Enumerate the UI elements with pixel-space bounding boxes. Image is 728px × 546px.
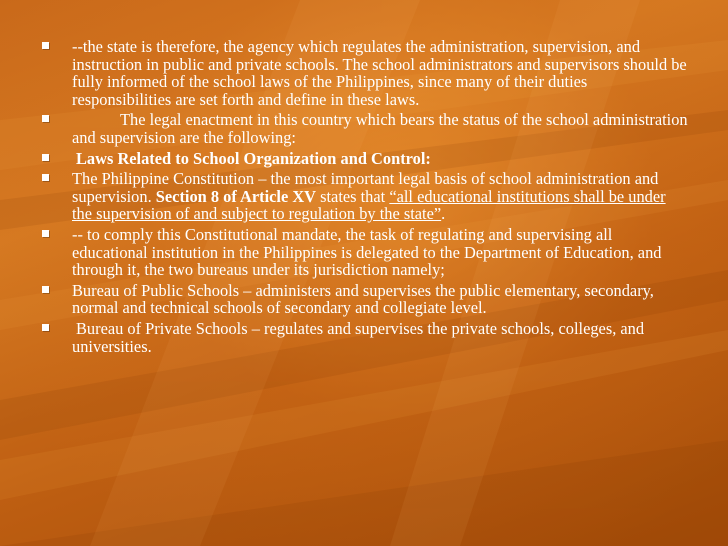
square-bullet-icon bbox=[42, 174, 49, 181]
bullet-text: states that bbox=[316, 186, 390, 206]
square-bullet-icon bbox=[42, 286, 49, 293]
bullet-text: -- to comply this Constitutional mandate, the task of regulating and supervising all educational institution in the Philippines is delegated to the Department of Education, and through it, the two bureaus under its jurisdiction namely; bbox=[72, 224, 662, 280]
square-bullet-icon bbox=[42, 230, 49, 237]
bullet-item bbox=[40, 150, 688, 168]
bullet-text: --the state is therefore, the agency which regulates the administration, supervision, and instruction in public and private schools. The school administrators and supervisors should be fully informed of the school laws of the Philippines, since many of their duties responsibilities are set forth and define in these laws. bbox=[72, 37, 687, 109]
bullet-text-quote: “all educational institutions shall be under the supervision of and subject to regulation by the state” bbox=[72, 186, 666, 224]
bullet-item bbox=[40, 320, 688, 355]
bullet-text: The Philippine Constitution – the most important legal basis of school administration and supervision. bbox=[72, 169, 659, 206]
bullet-text: Bureau of Private Schools – regulates and supervises the private schools, colleges, and universities. bbox=[72, 318, 645, 356]
bullet-item bbox=[40, 111, 688, 146]
bullet-item bbox=[40, 38, 688, 108]
square-bullet-icon bbox=[42, 42, 49, 49]
square-bullet-icon bbox=[42, 324, 49, 331]
square-bullet-icon bbox=[42, 115, 49, 122]
bullet-item bbox=[40, 170, 688, 223]
bullet-text: The legal enactment in this country which bears the status of the school administration and supervision are the following: bbox=[72, 110, 688, 147]
bullet-list bbox=[40, 38, 688, 358]
square-bullet-icon bbox=[42, 154, 49, 161]
bullet-text: . bbox=[441, 204, 446, 224]
bullet-text: Bureau of Public Schools – administers and supervises the public elementary, secondary, normal and technical schools of secondary and collegiate level. bbox=[72, 280, 654, 318]
bullet-item bbox=[40, 226, 688, 279]
bullet-text-bold: Section 8 of Article XV bbox=[155, 186, 317, 206]
section-heading: Laws Related to School Organization and Control: bbox=[76, 148, 431, 168]
bullet-item bbox=[40, 282, 688, 317]
